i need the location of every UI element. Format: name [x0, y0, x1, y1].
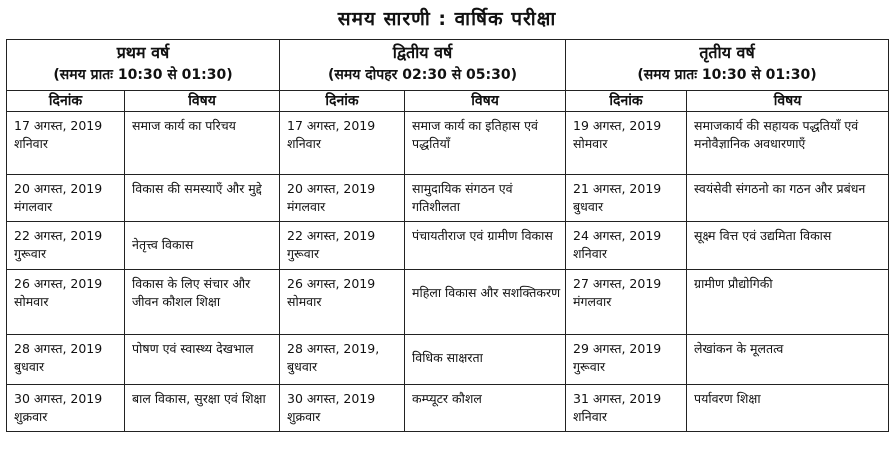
subject-cell: सामुदायिक संगठन एवं गतिशीलता — [405, 175, 566, 222]
day-text: मंगलवार — [287, 199, 326, 214]
subject-cell: पोषण एवं स्वास्थ्य देखभाल — [125, 335, 280, 385]
date-cell — [280, 385, 405, 432]
subject-cell: सूक्ष्म वित्त एवं उद्यमिता विकास — [687, 222, 889, 270]
date-text: 26 अगस्त, 2019 — [287, 276, 376, 291]
exam-timetable — [6, 39, 889, 432]
subject-cell: विकास के लिए संचार और जीवन कौशल शिक्षा — [125, 270, 280, 335]
date-cell — [7, 270, 125, 335]
date-text: 30 अगस्त, 2019 — [14, 391, 103, 406]
subject-cell: ग्रामीण प्रौद्योगिकी — [687, 270, 889, 335]
day-text: शनिवार — [573, 409, 607, 424]
date-cell — [566, 270, 687, 335]
subject-cell: स्वयंसेवी संगठनो का गठन और प्रबंधन — [687, 175, 889, 222]
date-text: 20 अगस्त, 2019 — [287, 181, 376, 196]
date-cell — [566, 335, 687, 385]
year-header-second — [280, 40, 566, 91]
year-time: (समय दोपहर 02:30 से 05:30) — [328, 67, 518, 83]
year-time: (समय प्रातः 10:30 से 01:30) — [53, 67, 233, 83]
column-header-subject: विषय — [405, 91, 566, 112]
table-row — [7, 335, 889, 385]
subject-cell: कम्प्यूटर कौशल — [405, 385, 566, 432]
year-name: तृतीय वर्ष — [699, 43, 755, 62]
year-time: (समय प्रातः 10:30 से 01:30) — [637, 67, 817, 83]
day-text: शनिवार — [287, 136, 321, 151]
date-text: 17 अगस्त, 2019 — [287, 118, 376, 133]
subject-cell: नेतृत्त्व विकास — [125, 222, 280, 270]
year-header-row — [7, 40, 889, 91]
day-text: बुधवार — [14, 359, 45, 374]
date-cell — [566, 385, 687, 432]
column-header-row — [7, 91, 889, 112]
day-text: गुरूवार — [287, 246, 320, 261]
date-cell — [566, 112, 687, 175]
subject-cell: महिला विकास और सशक्तिकरण — [405, 270, 566, 335]
day-text: शनिवार — [14, 136, 48, 151]
subject-cell: लेखांकन के मूलतत्व — [687, 335, 889, 385]
table-row — [7, 270, 889, 335]
table-row — [7, 175, 889, 222]
date-cell — [280, 270, 405, 335]
subject-cell: समाजकार्य की सहायक पद्धतियाँ एवं मनोवैज्ञानिक अवधारणाएँ — [687, 112, 889, 175]
day-text: गुरूवार — [14, 246, 47, 261]
day-text: बुधवार — [573, 199, 604, 214]
date-cell — [280, 112, 405, 175]
column-header-date: दिनांक — [7, 91, 125, 112]
date-text: 17 अगस्त, 2019 — [14, 118, 103, 133]
date-cell — [280, 175, 405, 222]
day-text: सोमवार — [287, 294, 322, 309]
date-text: 20 अगस्त, 2019 — [14, 181, 103, 196]
subject-cell: पर्यावरण शिक्षा — [687, 385, 889, 432]
day-text: सोमवार — [573, 136, 608, 151]
day-text: सोमवार — [14, 294, 49, 309]
day-text: बुधवार — [287, 359, 318, 374]
subject-cell: समाज कार्य का इतिहास एवं पद्धतियाँ — [405, 112, 566, 175]
subject-cell: विकास की समस्याएँ और मुद्दे — [125, 175, 280, 222]
date-cell — [7, 112, 125, 175]
date-cell — [7, 385, 125, 432]
date-text: 27 अगस्त, 2019 — [573, 276, 662, 291]
year-header-first — [7, 40, 280, 91]
date-text: 26 अगस्त, 2019 — [14, 276, 103, 291]
year-header-third — [566, 40, 889, 91]
day-text: गुरूवार — [573, 359, 606, 374]
date-text: 22 अगस्त, 2019 — [14, 228, 103, 243]
date-text: 24 अगस्त, 2019 — [573, 228, 662, 243]
table-row — [7, 112, 889, 175]
date-cell — [7, 335, 125, 385]
column-header-subject: विषय — [125, 91, 280, 112]
date-cell — [7, 175, 125, 222]
date-text: 28 अगस्त, 2019, — [287, 341, 380, 356]
page-title: समय सारणी : वार्षिक परीक्षा — [337, 8, 557, 30]
date-text: 19 अगस्त, 2019 — [573, 118, 662, 133]
date-cell — [7, 222, 125, 270]
day-text: शुक्रवार — [287, 409, 321, 424]
date-cell — [280, 222, 405, 270]
table-row — [7, 222, 889, 270]
year-name: प्रथम वर्ष — [116, 43, 170, 62]
date-text: 21 अगस्त, 2019 — [573, 181, 662, 196]
subject-cell: बाल विकास, सुरक्षा एवं शिक्षा — [125, 385, 280, 432]
date-text: 31 अगस्त, 2019 — [573, 391, 662, 406]
date-cell — [566, 222, 687, 270]
day-text: शनिवार — [573, 246, 607, 261]
table-row — [7, 385, 889, 432]
subject-cell: समाज कार्य का परिचय — [125, 112, 280, 175]
column-header-date: दिनांक — [280, 91, 405, 112]
date-cell — [280, 335, 405, 385]
year-name: द्वितीय वर्ष — [392, 43, 453, 62]
subject-cell: पंचायतीराज एवं ग्रामीण विकास — [405, 222, 566, 270]
day-text: शुक्रवार — [14, 409, 48, 424]
subject-cell: विधिक साक्षरता — [405, 335, 566, 385]
day-text: मंगलवार — [573, 294, 612, 309]
column-header-subject: विषय — [687, 91, 889, 112]
date-text: 29 अगस्त, 2019 — [573, 341, 662, 356]
date-text: 30 अगस्त, 2019 — [287, 391, 376, 406]
date-text: 22 अगस्त, 2019 — [287, 228, 376, 243]
day-text: मंगलवार — [14, 199, 53, 214]
date-cell — [566, 175, 687, 222]
date-text: 28 अगस्त, 2019 — [14, 341, 103, 356]
column-header-date: दिनांक — [566, 91, 687, 112]
